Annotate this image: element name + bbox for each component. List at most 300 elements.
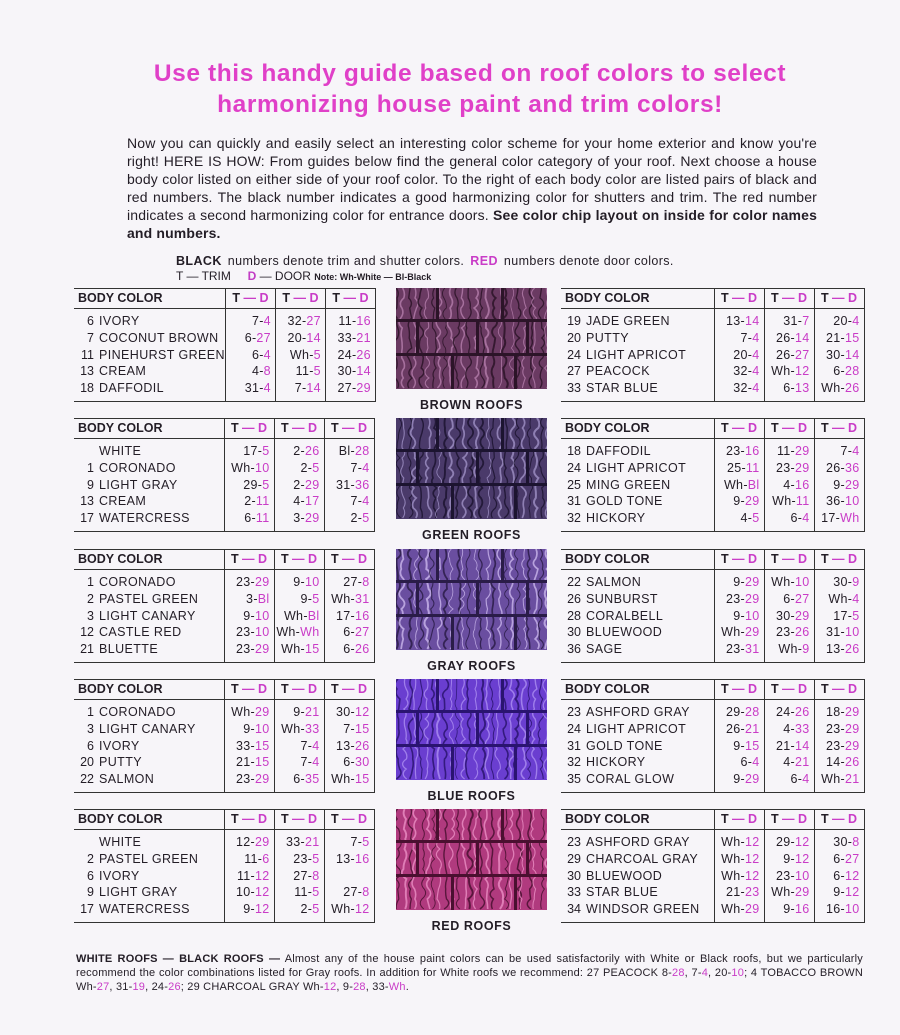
trim-number: 6 bbox=[244, 330, 252, 345]
color-pair: 21-14 bbox=[764, 738, 814, 755]
trim-number: 9 bbox=[733, 494, 741, 509]
header-dash: — bbox=[778, 421, 799, 435]
color-pair: Wh-29 bbox=[714, 901, 764, 922]
color-pair: 2-5 bbox=[324, 510, 374, 531]
door-header: D bbox=[748, 812, 758, 826]
td-header bbox=[274, 419, 324, 439]
door-header: D bbox=[848, 291, 858, 305]
color-pair: 27-8 bbox=[324, 884, 374, 901]
trim-header: T bbox=[720, 682, 729, 696]
trim-number: 30 bbox=[826, 347, 841, 362]
trim-number: 27 bbox=[293, 868, 308, 883]
legend-line-1 bbox=[176, 254, 674, 268]
color-pair: Wh-12 bbox=[714, 830, 764, 851]
color-pair: 26-21 bbox=[714, 721, 764, 738]
trim-number: 9 bbox=[243, 608, 251, 623]
color-pair: 6-4 bbox=[764, 771, 814, 792]
td-header bbox=[814, 550, 864, 570]
color-number: 20 bbox=[567, 330, 581, 345]
color-number: 2 bbox=[87, 851, 94, 866]
trim-number: Wh bbox=[771, 364, 791, 379]
color-pair: 9-12 bbox=[764, 851, 814, 868]
trim-header: T bbox=[280, 552, 289, 566]
color-pair: 6-13 bbox=[764, 380, 814, 401]
color-number: 26 bbox=[567, 591, 581, 606]
header-dash: — bbox=[338, 812, 359, 826]
trim-number: 23 bbox=[826, 721, 841, 736]
trim-number: Wh bbox=[283, 608, 304, 623]
body-color-header: BODY COLOR bbox=[561, 550, 714, 570]
td-header bbox=[274, 550, 324, 570]
color-pair: Wh-5 bbox=[275, 347, 325, 364]
header-dash: — bbox=[728, 421, 749, 435]
door-number: 12 bbox=[354, 902, 370, 917]
color-pair: 23-29 bbox=[224, 771, 274, 792]
right-table-gray-roofs bbox=[561, 549, 865, 663]
color-pair: 3-29 bbox=[274, 510, 324, 531]
color-pair: 23-16 bbox=[714, 439, 764, 460]
trim-number: 6 bbox=[343, 755, 351, 770]
trim-number: 3 bbox=[293, 511, 301, 526]
color-pair: Wh-10 bbox=[224, 460, 274, 477]
door-number: 8 bbox=[362, 885, 370, 900]
door-number: 31 bbox=[354, 591, 370, 606]
body-color-row bbox=[561, 591, 864, 608]
color-number: 6 bbox=[87, 738, 94, 753]
color-name: LIGHT APRICOT bbox=[586, 347, 687, 362]
door-number: 21 bbox=[304, 705, 320, 719]
body-color-row bbox=[74, 721, 374, 738]
body-color-row bbox=[74, 771, 374, 792]
trim-header: T bbox=[332, 291, 341, 305]
color-pair: 7-4 bbox=[324, 460, 374, 477]
door-number: 5 bbox=[262, 444, 270, 458]
door-number: 6 bbox=[262, 851, 270, 866]
color-name: CORALBELL bbox=[586, 608, 664, 623]
trim-number: 18 bbox=[826, 705, 841, 719]
color-name: WINDSOR GREEN bbox=[586, 901, 714, 922]
color-number: 6 bbox=[87, 314, 94, 328]
door-number: 14 bbox=[794, 738, 810, 753]
left-table-red-roofs bbox=[74, 809, 375, 923]
body-color-row bbox=[74, 309, 375, 330]
td-header bbox=[714, 550, 764, 570]
door-number: 4 bbox=[752, 755, 760, 770]
header-dash: — bbox=[828, 291, 849, 305]
door-number: 16 bbox=[356, 314, 371, 328]
door-number: 5 bbox=[313, 347, 321, 362]
trim-number: 23 bbox=[776, 868, 791, 883]
roof-label: GRAY ROOFS bbox=[427, 659, 516, 673]
td-header bbox=[275, 289, 325, 309]
door-header: D bbox=[798, 291, 808, 305]
td-header bbox=[764, 419, 814, 439]
color-number bbox=[74, 830, 99, 851]
door-number: 16 bbox=[354, 851, 370, 866]
body-color-row bbox=[561, 884, 864, 901]
door-number: 4 bbox=[752, 347, 760, 362]
trim-number: 2 bbox=[300, 902, 308, 917]
body-color-header: BODY COLOR bbox=[561, 289, 714, 309]
color-pair: 9-10 bbox=[224, 608, 274, 625]
color-number: 23 bbox=[567, 835, 581, 849]
body-color-row bbox=[561, 700, 864, 721]
color-number: 29 bbox=[567, 851, 581, 866]
footer-trim-number: 20 bbox=[714, 967, 728, 979]
color-number: 31 bbox=[567, 738, 581, 753]
color-pair: 11-6 bbox=[224, 851, 274, 868]
body-color-row bbox=[74, 460, 374, 477]
color-pair: 31-10 bbox=[814, 624, 864, 641]
color-pair: 4-16 bbox=[764, 477, 814, 494]
trim-number: 7 bbox=[740, 330, 748, 345]
trim-number: 11 bbox=[236, 868, 251, 883]
trim-number: 6 bbox=[790, 772, 798, 787]
door-number: 4 bbox=[802, 772, 810, 787]
color-number: 32 bbox=[561, 510, 586, 531]
color-name: LIGHT GRAY bbox=[99, 885, 178, 900]
color-pair: 21-15 bbox=[224, 754, 274, 771]
trim-number: 9 bbox=[733, 608, 741, 623]
color-pair: 6-35 bbox=[274, 771, 324, 792]
color-pair: 24-26 bbox=[764, 700, 814, 721]
body-color-header: BODY COLOR bbox=[561, 680, 714, 700]
door-number: 29 bbox=[844, 477, 860, 492]
footer-trim-number: 7 bbox=[691, 967, 698, 979]
color-number: 3 bbox=[87, 608, 94, 623]
door-number: 14 bbox=[306, 330, 321, 345]
color-pair: Wh-26 bbox=[814, 380, 864, 401]
color-name: GOLD TONE bbox=[586, 738, 663, 753]
door-number: 10 bbox=[794, 868, 810, 883]
trim-header: T bbox=[820, 812, 829, 826]
trim-number: 23 bbox=[236, 575, 251, 589]
color-pair: 23-10 bbox=[764, 868, 814, 885]
trim-number: 10 bbox=[236, 885, 251, 900]
door-header: D bbox=[358, 552, 368, 566]
color-pair: Wh-Bl bbox=[274, 608, 324, 625]
body-color-row bbox=[74, 363, 375, 380]
door-number: 4 bbox=[263, 347, 271, 362]
color-pair: 30-8 bbox=[814, 830, 864, 851]
footer-text: Almost any of the house paint colors can be used satisfactorily with White or Black roofs, but we particularly recommend the color combinations listed for Gray roofs. In addition for White roofs we recommend: 27 PEACOCK bbox=[76, 953, 863, 979]
trim-number: 30 bbox=[833, 575, 848, 589]
trim-number: 7 bbox=[350, 835, 358, 849]
color-pair: 9-10 bbox=[274, 570, 324, 591]
trim-number: 9 bbox=[293, 575, 301, 589]
door-number: 10 bbox=[844, 625, 860, 640]
color-pair bbox=[324, 868, 374, 885]
header-dash: — bbox=[240, 291, 260, 305]
trim-header: T bbox=[770, 552, 779, 566]
color-pair: 4-21 bbox=[764, 754, 814, 771]
left-table-brown-roofs bbox=[74, 288, 376, 402]
td-header bbox=[814, 810, 864, 830]
td-header bbox=[764, 550, 814, 570]
door-number: 8 bbox=[263, 364, 271, 379]
color-number: 12 bbox=[80, 625, 94, 640]
trim-number: 9 bbox=[783, 902, 791, 917]
color-pair: 29-12 bbox=[764, 830, 814, 851]
body-color-header: BODY COLOR bbox=[74, 289, 225, 309]
door-number: 21 bbox=[304, 835, 320, 849]
color-pair: Wh-15 bbox=[324, 771, 374, 792]
color-pair: 7-4 bbox=[225, 309, 275, 330]
trim-number: 7 bbox=[840, 444, 848, 458]
trim-header: T bbox=[720, 291, 729, 305]
trim-number: Wh bbox=[721, 835, 741, 849]
door-header: D bbox=[748, 421, 758, 435]
trim-number: 11 bbox=[776, 444, 791, 458]
trim-number: 6 bbox=[783, 591, 791, 606]
door-number: 26 bbox=[794, 705, 810, 719]
door-number: 29 bbox=[744, 575, 760, 589]
brown-roofs-swatch bbox=[396, 288, 547, 389]
body-color-header: BODY COLOR bbox=[74, 680, 224, 700]
trim-number: 31 bbox=[244, 381, 260, 396]
door-number: 11 bbox=[255, 511, 270, 526]
legend-note: Note: Wh-White — Bl-Black bbox=[314, 272, 432, 282]
color-pair: 9-29 bbox=[714, 771, 764, 792]
door-number: 4 bbox=[752, 381, 760, 396]
door-number: 29 bbox=[744, 494, 760, 509]
door-number: Wh bbox=[840, 511, 860, 526]
trim-number: Wh bbox=[721, 868, 741, 883]
door-header: D bbox=[848, 812, 858, 826]
color-pair: 24-26 bbox=[325, 347, 375, 364]
door-number: 31 bbox=[744, 642, 760, 657]
header-dash: — bbox=[828, 682, 849, 696]
door-number: 29 bbox=[356, 381, 371, 396]
color-pair: 6-27 bbox=[225, 330, 275, 347]
color-name: LIGHT CANARY bbox=[99, 608, 196, 623]
trim-number: 9 bbox=[733, 738, 741, 753]
color-number: 33 bbox=[561, 380, 586, 401]
trim-number: Wh bbox=[721, 902, 741, 917]
door-number: 21 bbox=[744, 721, 760, 736]
door-number: 4 bbox=[362, 494, 370, 509]
color-pair: 27-8 bbox=[324, 570, 374, 591]
door-number: 15 bbox=[744, 738, 760, 753]
trim-number: 21 bbox=[726, 885, 741, 900]
trim-number: 23 bbox=[236, 772, 251, 787]
header-dash: — bbox=[238, 421, 259, 435]
color-name: BLUEWOOD bbox=[586, 868, 663, 883]
trim-number: 9 bbox=[293, 705, 301, 719]
trim-number: Wh bbox=[231, 705, 251, 719]
trim-number: 2 bbox=[293, 477, 301, 492]
color-pair: 23-10 bbox=[224, 624, 274, 641]
trim-header: T bbox=[280, 812, 289, 826]
trim-number: 33 bbox=[286, 835, 301, 849]
color-name: PASTEL GREEN bbox=[99, 591, 199, 606]
color-name: STAR BLUE bbox=[586, 380, 714, 401]
door-number: 12 bbox=[354, 705, 370, 719]
door-number: 5 bbox=[312, 885, 320, 900]
door-header: D bbox=[798, 812, 808, 826]
trim-number: 9 bbox=[833, 477, 841, 492]
footer-trim-number: 24 bbox=[151, 981, 165, 993]
color-pair: 6-11 bbox=[224, 510, 274, 531]
footer-trim-number: 9 bbox=[342, 981, 350, 993]
body-color-header: BODY COLOR bbox=[74, 550, 224, 570]
trim-number: 16 bbox=[826, 902, 841, 917]
door-number: 5 bbox=[362, 835, 370, 849]
color-number: 9 bbox=[87, 885, 94, 900]
color-pair: 9-10 bbox=[224, 721, 274, 738]
trim-header: T bbox=[770, 421, 779, 435]
door-number: 29 bbox=[844, 705, 860, 719]
door-number: 15 bbox=[254, 755, 270, 770]
trim-number: 4 bbox=[783, 755, 791, 770]
color-name: PEACOCK bbox=[586, 364, 650, 379]
door-number: 33 bbox=[304, 721, 320, 736]
trim-number: 7 bbox=[300, 755, 308, 770]
door-number: 9 bbox=[852, 575, 860, 589]
color-pair: 36-10 bbox=[814, 493, 864, 510]
door-number: 15 bbox=[304, 642, 320, 657]
door-number: 26 bbox=[354, 738, 370, 753]
body-color-row bbox=[561, 439, 864, 460]
trim-number: 30 bbox=[776, 608, 791, 623]
door-number: 10 bbox=[794, 575, 810, 589]
door-number: 15 bbox=[254, 738, 270, 753]
door-number: 27 bbox=[256, 330, 271, 345]
trim-header: T bbox=[280, 682, 289, 696]
trim-number: 30 bbox=[337, 364, 352, 379]
header-dash: — bbox=[288, 552, 309, 566]
color-pair: 9-29 bbox=[714, 493, 764, 510]
color-pair: 33-15 bbox=[224, 738, 274, 755]
trim-number: Wh bbox=[771, 885, 791, 900]
trim-number: 32 bbox=[287, 314, 302, 328]
trim-number: 33 bbox=[236, 738, 251, 753]
door-number: 4 bbox=[362, 460, 370, 475]
door-number: 4 bbox=[852, 444, 860, 458]
door-number: 23 bbox=[744, 885, 760, 900]
trim-header: T bbox=[282, 291, 291, 305]
trim-number: Wh bbox=[331, 772, 351, 787]
color-pair: Wh-12 bbox=[324, 901, 374, 922]
color-number: 9 bbox=[87, 477, 94, 492]
headline-line-2: harmonizing house paint and trim colors! bbox=[217, 91, 723, 118]
door-number: 26 bbox=[356, 347, 371, 362]
body-color-row bbox=[74, 477, 374, 494]
color-pair: Wh-12 bbox=[714, 868, 764, 885]
door-number: 26 bbox=[354, 642, 370, 657]
body-color-row bbox=[561, 460, 864, 477]
color-pair: 23-26 bbox=[764, 624, 814, 641]
header-dash: — bbox=[288, 812, 309, 826]
color-pair: 6-4 bbox=[714, 754, 764, 771]
color-pair: 30-12 bbox=[324, 700, 374, 721]
door-header: D bbox=[258, 812, 268, 826]
color-pair: 14-26 bbox=[814, 754, 864, 771]
door-number: 15 bbox=[354, 772, 370, 787]
color-number: 17 bbox=[74, 901, 99, 922]
color-number: 19 bbox=[567, 314, 581, 328]
door-number: 5 bbox=[262, 477, 270, 492]
footer-trim-number: 33 bbox=[372, 981, 385, 993]
trim-number: 6 bbox=[251, 347, 260, 362]
door-number: 29 bbox=[744, 591, 760, 606]
door-number: Bl bbox=[257, 591, 270, 606]
trim-number: 29 bbox=[776, 835, 791, 849]
color-pair: Wh-9 bbox=[764, 641, 814, 662]
door-number: 4 bbox=[312, 755, 320, 770]
blue-roofs-swatch bbox=[396, 679, 547, 780]
footer-bold: WHITE ROOFS — BLACK ROOFS — bbox=[76, 953, 281, 965]
td-header bbox=[324, 810, 374, 830]
door-number: 21 bbox=[356, 330, 371, 345]
trim-number: 36 bbox=[826, 494, 841, 509]
roof-label: GREEN ROOFS bbox=[422, 528, 521, 542]
door-number: 12 bbox=[794, 835, 810, 849]
door-number: 12 bbox=[744, 868, 760, 883]
door-number: 29 bbox=[254, 642, 270, 657]
body-color-row bbox=[561, 608, 864, 625]
trim-number: Wh bbox=[289, 347, 310, 362]
trim-number: 9 bbox=[243, 902, 251, 917]
door-header: D bbox=[358, 421, 368, 435]
color-name: LIGHT GRAY bbox=[99, 477, 178, 492]
color-number: 6 bbox=[87, 868, 94, 883]
door-header: D bbox=[748, 552, 758, 566]
body-color-row bbox=[74, 347, 375, 364]
trim-number: 20 bbox=[833, 314, 848, 328]
color-pair: 11-5 bbox=[274, 884, 324, 901]
color-name: SUNBURST bbox=[586, 591, 658, 606]
door-header: D bbox=[308, 812, 318, 826]
trim-number: 20 bbox=[287, 330, 302, 345]
body-color-row bbox=[74, 884, 374, 901]
color-pair: 3-Bl bbox=[224, 591, 274, 608]
door-number: 27 bbox=[794, 591, 810, 606]
header-dash: — bbox=[288, 421, 309, 435]
trim-number: 20 bbox=[733, 347, 748, 362]
door-number: 36 bbox=[354, 477, 370, 492]
color-name: LIGHT APRICOT bbox=[586, 721, 687, 736]
door-number: 17 bbox=[304, 494, 320, 509]
color-name: IVORY bbox=[99, 868, 140, 883]
color-number: 13 bbox=[80, 364, 94, 379]
door-number: 26 bbox=[844, 642, 860, 657]
door-number: 27 bbox=[794, 347, 810, 362]
color-name: CASTLE RED bbox=[99, 625, 182, 640]
door-number: 29 bbox=[794, 608, 810, 623]
color-pair: 27-29 bbox=[325, 380, 375, 401]
footer-door-number: 28 bbox=[672, 967, 685, 979]
color-number: 36 bbox=[561, 641, 586, 662]
header-dash: — bbox=[340, 291, 360, 305]
trim-number: 6 bbox=[343, 625, 351, 640]
body-color-row bbox=[561, 309, 864, 330]
trim-number: 2 bbox=[293, 444, 301, 458]
trim-header: T bbox=[280, 421, 289, 435]
color-name: LIGHT CANARY bbox=[99, 721, 196, 736]
door-number: 10 bbox=[254, 625, 270, 640]
td-header bbox=[274, 680, 324, 700]
color-pair: Bl-28 bbox=[324, 439, 374, 460]
color-number: 17 bbox=[74, 510, 99, 531]
door-number: 29 bbox=[744, 625, 760, 640]
door-number: 4 bbox=[852, 591, 860, 606]
door-number: 21 bbox=[794, 755, 810, 770]
color-number: 11 bbox=[81, 347, 94, 362]
legend-black-word: BLACK bbox=[176, 254, 222, 268]
door-number: 15 bbox=[354, 721, 370, 736]
trim-number: Wh bbox=[331, 591, 351, 606]
